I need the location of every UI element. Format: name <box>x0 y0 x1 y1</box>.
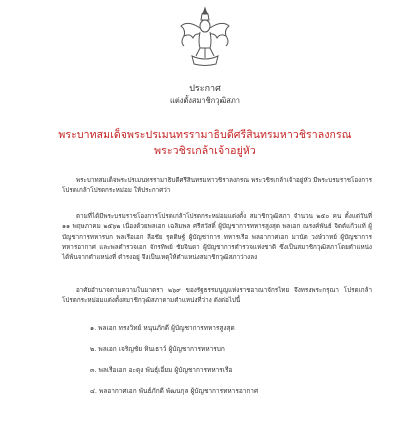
document-subtitle: แต่งตั้งสมาชิกวุฒิสภา <box>170 96 240 105</box>
paragraph-1 <box>62 176 372 197</box>
appointee-1: ๑. พลเอก ทรงวิทย์ หนุนภักดี ผู้บัญชาการทหารสูงสุด <box>90 324 235 332</box>
heading-line-2: พระวชิรเกล้าเจ้าอยู่หัว <box>154 145 256 157</box>
para2-line-5: ชัยจินดา ผู้บัญชาการตำรวจแห่งชาติ ซึ่งเป็นสมาชิกวุฒิสภาโดยตำแหน่ง ได้พ้นจากตำแหน่งที่ <box>62 243 372 262</box>
para2-line-6: ดำรงอยู่ จึงเป็นเหตุให้ตำแหน่งสมาชิกวุฒิสภาว่างลง <box>118 254 258 262</box>
para3-line-2: โปรดเกล้าโปรดกระหม่อมแต่งตั้งสมาชิกวุฒิสภาตามตำแหน่งที่ว่าง ดังต่อไปนี้ <box>62 287 372 305</box>
para2-line-2: ตั้งแต่วันที่ ๑๑ พฤษภาคม ๒๕๖๒ เนื่องด้วยพลเอก เฉลิมพล ศรีสวัสดิ์ ผู้บัญชาการทหารสูงสุด <box>62 213 372 231</box>
royal-garuda-emblem-icon <box>178 6 232 68</box>
appointee-2: ๒. พลเอก เจริญชัย หินเธาว์ ผู้บัญชาการทหารบก <box>90 345 225 353</box>
para3-line-1: อาศัยอำนาจตามความในมาตรา ๒๖๙ ของรัฐธรรมนูญแห่งราชอาณาจักรไทย จึงทรงพระกรุณา <box>76 287 339 294</box>
para1-line-2: มีพระบรมราชโองการโปรดเกล้าโปรดกระหม่อม ให้ประกาศว่า <box>62 177 372 195</box>
paragraph-3 <box>62 286 372 307</box>
para2-line-3: พลเอก ณรงค์พันธ์ จิตต์แก้วแท้ ผู้บัญชาการทหารบก พลเรือเอก ลือชัย รุดดิษฐ์ ผู้บัญชาการ <box>62 223 372 241</box>
para2-line-4: ทหารเรือ พลอากาศเอก มานัต วงษ์วาทย์ ผู้บัญชาการทหารอากาศ และพลตำรวจเอก จักรทิพย์ <box>62 233 372 251</box>
heading-line-1: พระบาทสมเด็จพระปรเมนทรรามาธิบดีศรีสินทรมหาวชิราลงกรณ <box>58 129 352 141</box>
paragraph-2 <box>62 212 372 263</box>
para1-line-1: พระบาทสมเด็จพระปรเมนทรรามาธิบดีศรีสินทรมหาวชิราลงกรณ พระวชิรเกล้าเจ้าอยู่หัว <box>76 177 312 184</box>
appointee-3: ๓. พลเรือเอก อะดุง พันธุ์เอี่ยม ผู้บัญชาการทหารเรือ <box>90 366 233 374</box>
document-title: ประกาศ <box>189 84 221 94</box>
para2-line-1: ตามที่ได้มีพระบรมราชโองการโปรดเกล้าโปรดกระหม่อมแต่งตั้ง สมาชิกวุฒิสภา จำนวน ๒๕๐ คน <box>76 213 342 220</box>
appointee-4: ๔. พลอากาศเอก พันธ์ภักดี พัฒนกุล ผู้บัญชาการทหารอากาศ <box>90 387 259 395</box>
